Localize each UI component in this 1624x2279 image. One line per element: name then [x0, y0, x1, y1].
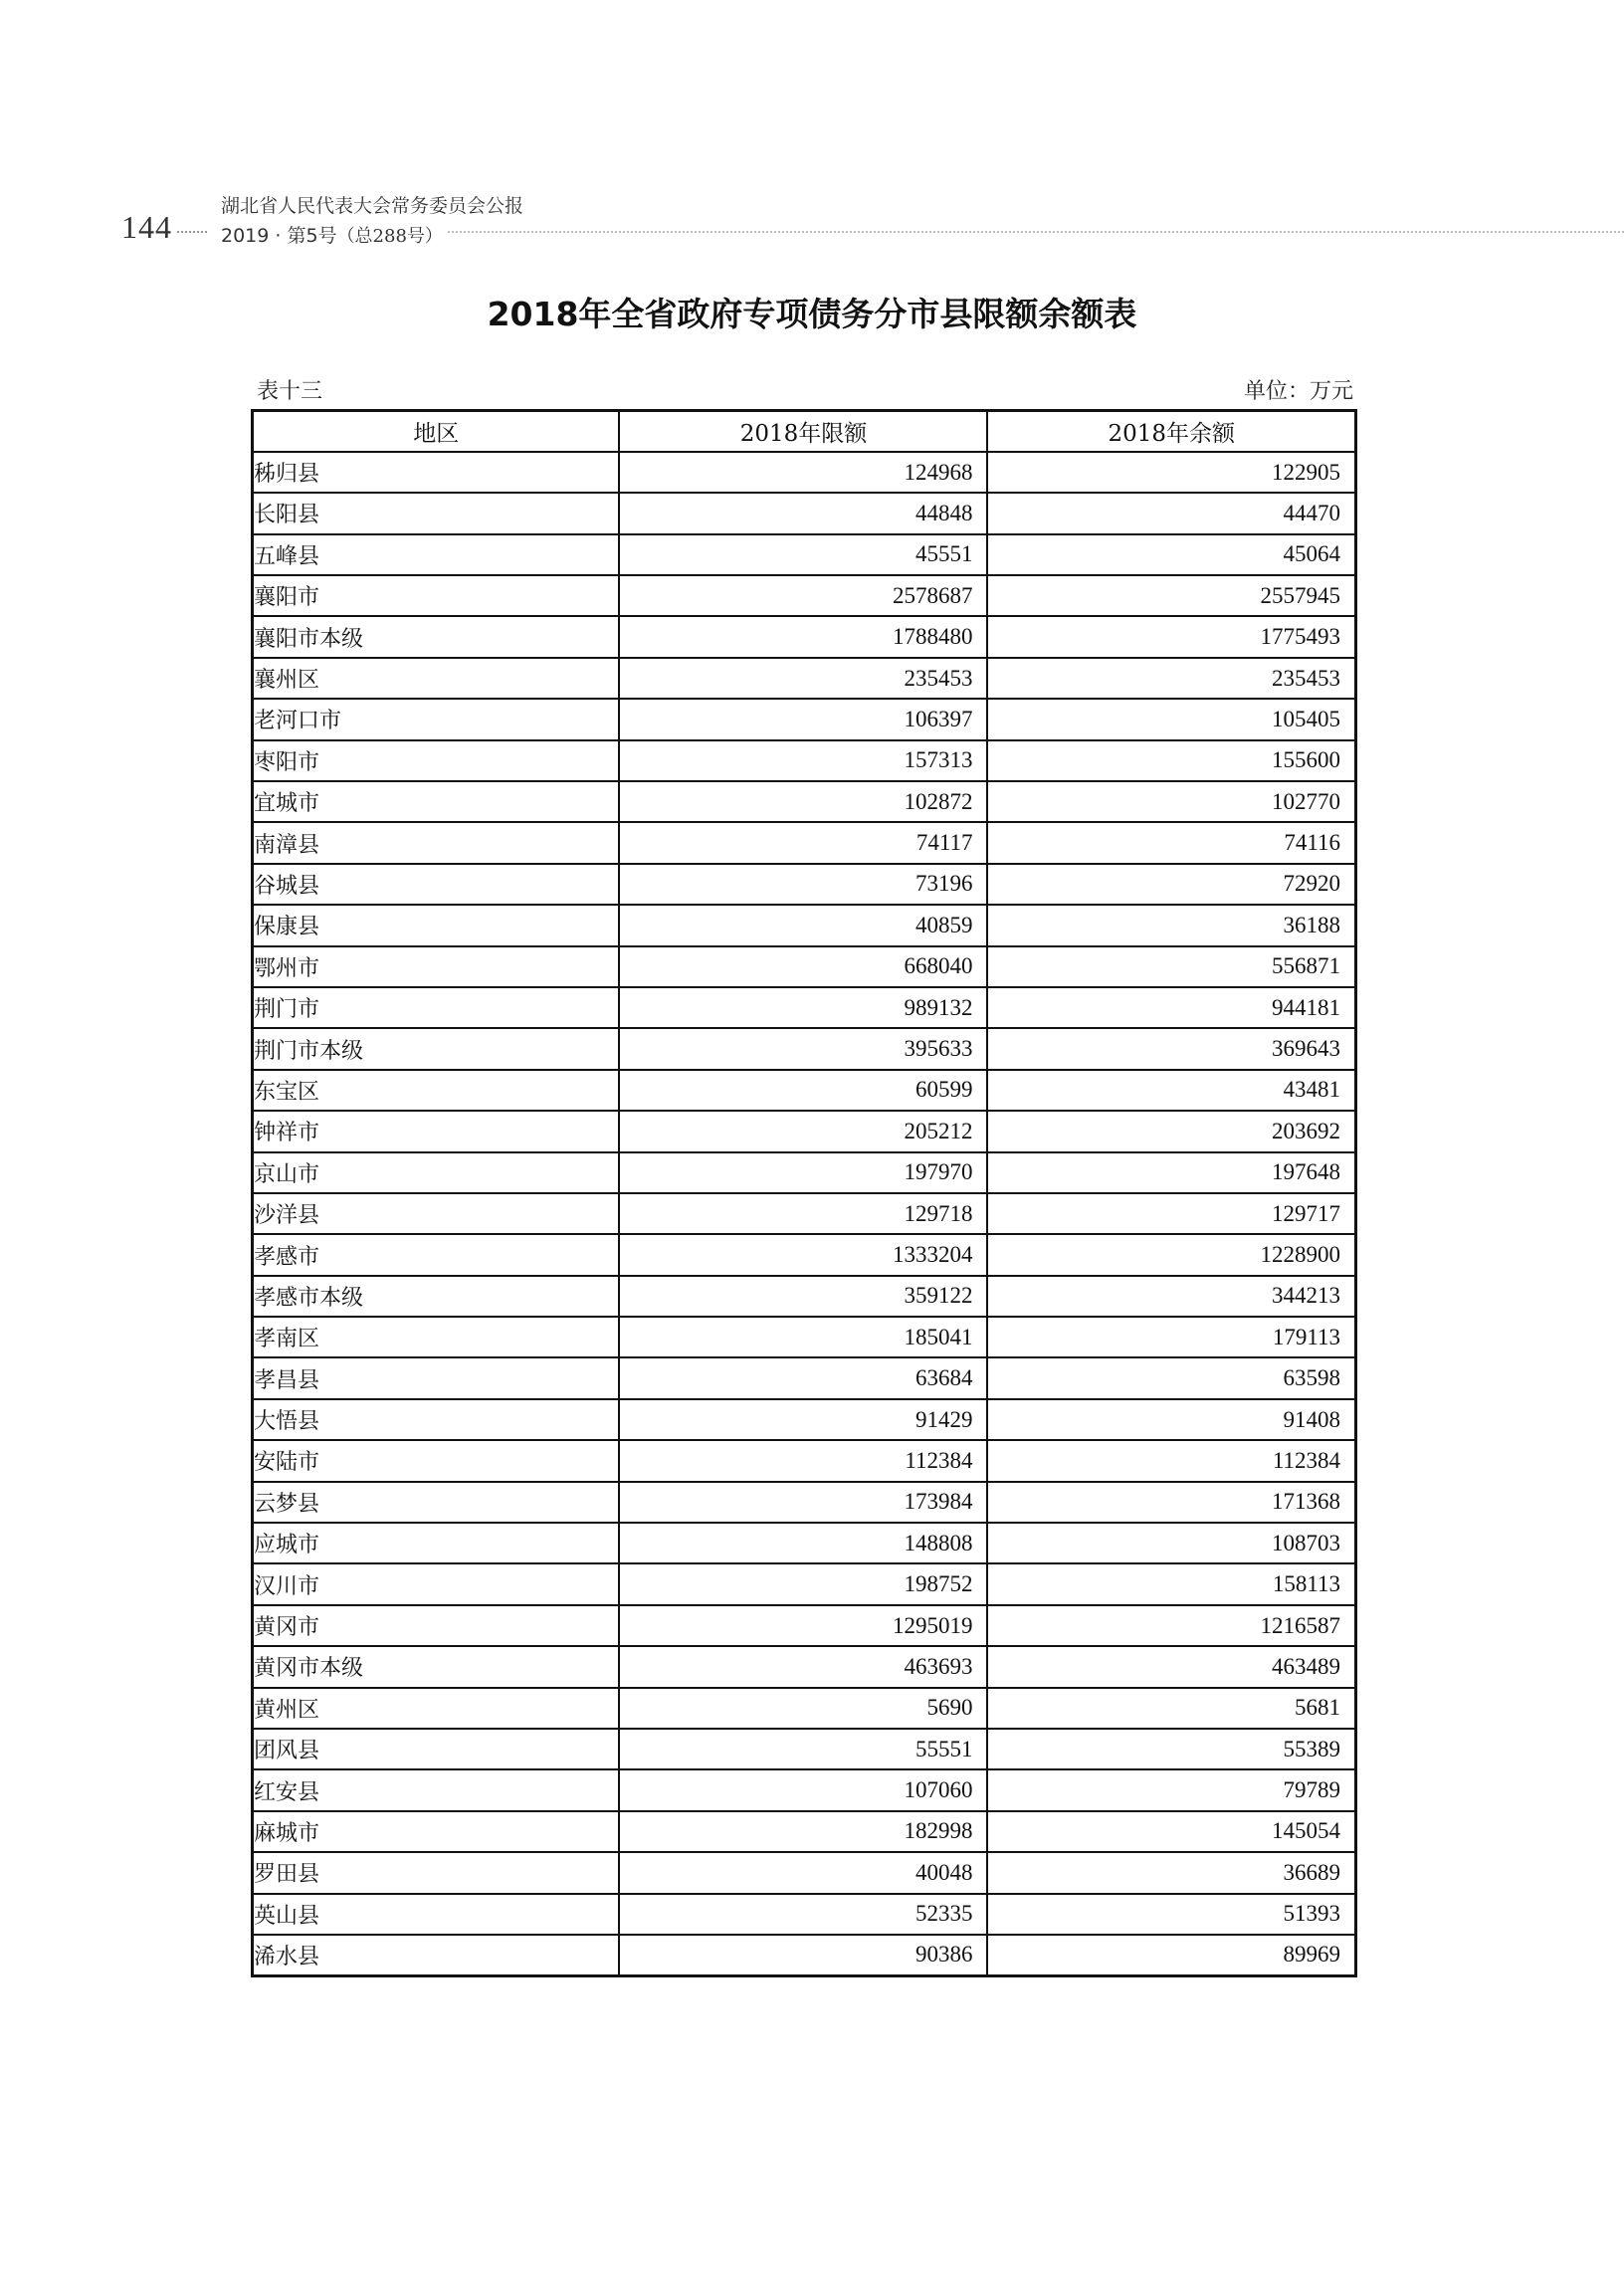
balance-cell: 944181 — [987, 987, 1355, 1028]
region-cell: 襄阳市本级 — [253, 616, 620, 657]
region-cell: 秭归县 — [253, 452, 620, 493]
balance-cell: 235453 — [987, 658, 1355, 699]
region-cell: 孝昌县 — [253, 1357, 620, 1398]
balance-cell: 556871 — [987, 946, 1355, 987]
table-row — [253, 1852, 1356, 1893]
balance-cell: 197648 — [987, 1152, 1355, 1193]
balance-cell: 1228900 — [987, 1234, 1355, 1275]
table-row — [253, 1193, 1356, 1234]
balance-cell: 1216587 — [987, 1605, 1355, 1646]
balance-cell: 55389 — [987, 1729, 1355, 1769]
region-cell: 黄冈市本级 — [253, 1646, 620, 1687]
region-cell: 长阳县 — [253, 493, 620, 533]
region-cell: 浠水县 — [253, 1935, 620, 1975]
table-row — [253, 658, 1356, 699]
page-number: 144 — [121, 209, 172, 245]
balance-cell: 2557945 — [987, 575, 1355, 616]
table-row — [253, 1440, 1356, 1481]
table-row — [253, 534, 1356, 575]
balance-cell: 63598 — [987, 1357, 1355, 1398]
page-header — [0, 185, 1624, 255]
limit-cell: 157313 — [619, 740, 987, 781]
limit-cell: 44848 — [619, 493, 987, 533]
table-row — [253, 987, 1356, 1028]
table-row — [253, 493, 1356, 533]
balance-cell: 105405 — [987, 699, 1355, 739]
balance-cell: 43481 — [987, 1070, 1355, 1111]
region-cell: 保康县 — [253, 905, 620, 945]
region-cell: 沙洋县 — [253, 1193, 620, 1234]
table-row — [253, 1811, 1356, 1852]
table-header-row — [253, 411, 1356, 452]
region-cell: 谷城县 — [253, 864, 620, 905]
balance-cell: 203692 — [987, 1111, 1355, 1151]
limit-cell: 90386 — [619, 1935, 987, 1975]
region-cell: 团风县 — [253, 1729, 620, 1769]
balance-cell: 79789 — [987, 1769, 1355, 1810]
limit-cell: 205212 — [619, 1111, 987, 1151]
balance-cell: 369643 — [987, 1028, 1355, 1069]
column-header-limit: 2018年限额 — [619, 411, 987, 452]
limit-cell: 73196 — [619, 864, 987, 905]
limit-cell: 102872 — [619, 781, 987, 822]
region-cell: 安陆市 — [253, 1440, 620, 1481]
balance-cell: 74116 — [987, 822, 1355, 863]
balance-cell: 179113 — [987, 1317, 1355, 1357]
limit-cell: 182998 — [619, 1811, 987, 1852]
region-cell: 孝感市 — [253, 1234, 620, 1275]
region-cell: 老河口市 — [253, 699, 620, 739]
unit-label: 单位：万元 — [1243, 379, 1353, 404]
balance-cell: 158113 — [987, 1563, 1355, 1604]
limit-cell: 395633 — [619, 1028, 987, 1069]
limit-cell: 359122 — [619, 1276, 987, 1317]
limit-cell: 124968 — [619, 452, 987, 493]
balance-cell: 5681 — [987, 1688, 1355, 1729]
balance-cell: 45064 — [987, 534, 1355, 575]
balance-cell: 112384 — [987, 1440, 1355, 1481]
table-row — [253, 905, 1356, 945]
region-cell: 麻城市 — [253, 1811, 620, 1852]
limit-cell: 40048 — [619, 1852, 987, 1893]
region-cell: 英山县 — [253, 1894, 620, 1935]
table-row — [253, 946, 1356, 987]
table-row — [253, 822, 1356, 863]
region-cell: 应城市 — [253, 1523, 620, 1563]
table-row — [253, 1523, 1356, 1563]
limit-cell: 74117 — [619, 822, 987, 863]
table-row — [253, 452, 1356, 493]
limit-cell: 40859 — [619, 905, 987, 945]
table-row — [253, 1894, 1356, 1935]
balance-cell: 36689 — [987, 1852, 1355, 1893]
region-cell: 南漳县 — [253, 822, 620, 863]
balance-cell: 36188 — [987, 905, 1355, 945]
table-row — [253, 1646, 1356, 1687]
region-cell: 荆门市本级 — [253, 1028, 620, 1069]
region-cell: 黄州区 — [253, 1688, 620, 1729]
table-row — [253, 1935, 1356, 1975]
limit-cell: 129718 — [619, 1193, 987, 1234]
region-cell: 罗田县 — [253, 1852, 620, 1893]
limit-cell: 106397 — [619, 699, 987, 739]
limit-cell: 173984 — [619, 1482, 987, 1523]
limit-cell: 112384 — [619, 1440, 987, 1481]
balance-cell: 89969 — [987, 1935, 1355, 1975]
balance-cell: 145054 — [987, 1811, 1355, 1852]
table-row — [253, 1276, 1356, 1317]
table-row — [253, 1729, 1356, 1769]
table-row — [253, 864, 1356, 905]
table-row — [253, 1234, 1356, 1275]
balance-cell: 51393 — [987, 1894, 1355, 1935]
limit-cell: 1333204 — [619, 1234, 987, 1275]
region-cell: 襄阳市 — [253, 575, 620, 616]
total-issue: （总288号） — [336, 226, 443, 247]
limit-cell: 148808 — [619, 1523, 987, 1563]
region-cell: 大悟县 — [253, 1399, 620, 1440]
region-cell: 鄂州市 — [253, 946, 620, 987]
table-row — [253, 575, 1356, 616]
limit-cell: 63684 — [619, 1357, 987, 1398]
table-label: 表十三 — [257, 379, 323, 404]
balance-cell: 171368 — [987, 1482, 1355, 1523]
table-row — [253, 1357, 1356, 1398]
limit-cell: 463693 — [619, 1646, 987, 1687]
limit-cell: 55551 — [619, 1729, 987, 1769]
balance-cell: 44470 — [987, 493, 1355, 533]
table-row — [253, 1152, 1356, 1193]
region-cell: 京山市 — [253, 1152, 620, 1193]
region-cell: 五峰县 — [253, 534, 620, 575]
table-row — [253, 1769, 1356, 1810]
limit-cell: 107060 — [619, 1769, 987, 1810]
region-cell: 汉川市 — [253, 1563, 620, 1604]
limit-cell: 5690 — [619, 1688, 987, 1729]
table-row — [253, 1605, 1356, 1646]
table-row — [253, 616, 1356, 657]
region-cell: 钟祥市 — [253, 1111, 620, 1151]
region-cell: 孝感市本级 — [253, 1276, 620, 1317]
table-row — [253, 740, 1356, 781]
limit-cell: 185041 — [619, 1317, 987, 1357]
region-cell: 枣阳市 — [253, 740, 620, 781]
region-cell: 云梦县 — [253, 1482, 620, 1523]
column-header-balance: 2018年余额 — [987, 411, 1355, 452]
limit-cell: 1295019 — [619, 1605, 987, 1646]
region-cell: 宜城市 — [253, 781, 620, 822]
balance-cell: 91408 — [987, 1399, 1355, 1440]
region-cell: 孝南区 — [253, 1317, 620, 1357]
table-row — [253, 1688, 1356, 1729]
balance-cell: 108703 — [987, 1523, 1355, 1563]
table-row — [253, 781, 1356, 822]
region-cell: 东宝区 — [253, 1070, 620, 1111]
table-row — [253, 1399, 1356, 1440]
table-row — [253, 1070, 1356, 1111]
table-row — [253, 1028, 1356, 1069]
table-row — [253, 1563, 1356, 1604]
region-cell: 黄冈市 — [253, 1605, 620, 1646]
limit-cell: 197970 — [619, 1152, 987, 1193]
debt-limit-table — [251, 409, 1357, 1977]
limit-cell: 1788480 — [619, 616, 987, 657]
balance-cell: 344213 — [987, 1276, 1355, 1317]
region-cell: 荆门市 — [253, 987, 620, 1028]
issue-line — [221, 221, 443, 248]
limit-cell: 60599 — [619, 1070, 987, 1111]
column-header-region: 地区 — [253, 411, 620, 452]
table-row — [253, 1111, 1356, 1151]
limit-cell: 91429 — [619, 1399, 987, 1440]
balance-cell: 72920 — [987, 864, 1355, 905]
header-divider-right — [448, 231, 1624, 233]
balance-cell: 155600 — [987, 740, 1355, 781]
table-row — [253, 1482, 1356, 1523]
balance-cell: 122905 — [987, 452, 1355, 493]
document-title: 2018年全省政府专项债务分市县限额余额表 — [487, 295, 1137, 333]
journal-title: 湖北省人民代表大会常务委员会公报 — [221, 195, 524, 217]
balance-cell: 129717 — [987, 1193, 1355, 1234]
table-row — [253, 699, 1356, 739]
table-body — [253, 452, 1356, 1975]
region-cell: 红安县 — [253, 1769, 620, 1810]
balance-cell: 1775493 — [987, 616, 1355, 657]
balance-cell: 463489 — [987, 1646, 1355, 1687]
issue-number: 2019 · 第5号 — [221, 225, 337, 247]
limit-cell: 2578687 — [619, 575, 987, 616]
region-cell: 襄州区 — [253, 658, 620, 699]
limit-cell: 668040 — [619, 946, 987, 987]
limit-cell: 235453 — [619, 658, 987, 699]
limit-cell: 198752 — [619, 1563, 987, 1604]
table-row — [253, 1317, 1356, 1357]
header-divider-left — [177, 231, 207, 233]
balance-cell: 102770 — [987, 781, 1355, 822]
limit-cell: 989132 — [619, 987, 987, 1028]
limit-cell: 45551 — [619, 534, 987, 575]
limit-cell: 52335 — [619, 1894, 987, 1935]
